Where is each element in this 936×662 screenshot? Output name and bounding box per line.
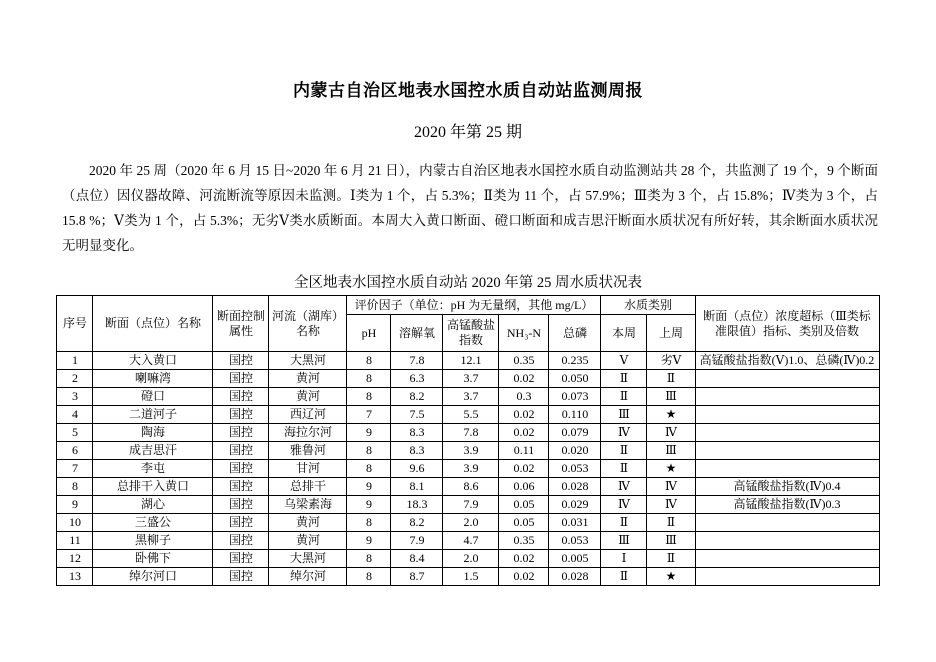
cell-class-this-week: Ⅱ — [601, 388, 647, 406]
table-row — [57, 550, 879, 568]
cell-control-attribute: 国控 — [213, 370, 269, 388]
cell-total-phosphorus: 0.031 — [549, 514, 601, 532]
cell-ammonia-nitrogen: 0.05 — [499, 514, 549, 532]
cell-class-this-week: Ⅴ — [601, 352, 647, 370]
cell-seq: 4 — [57, 406, 93, 424]
table-row — [57, 514, 879, 532]
cell-ammonia-nitrogen: 0.02 — [499, 406, 549, 424]
cell-permanganate-index: 2.0 — [443, 514, 499, 532]
cell-river-name: 大黑河 — [269, 550, 347, 568]
report-title: 内蒙古自治区地表水国控水质自动站监测周报 — [293, 81, 643, 100]
cell-section-name: 卧佛下 — [93, 550, 213, 568]
table-title: 全区地表水国控水质自动站 2020 年第 25 周水质状况表 — [294, 275, 642, 291]
cell-river-name: 西辽河 — [269, 406, 347, 424]
cell-ammonia-nitrogen: 0.35 — [499, 352, 549, 370]
cell-class-this-week: Ⅲ — [601, 406, 647, 424]
cell-seq: 7 — [57, 460, 93, 478]
cell-ph: 8 — [347, 514, 391, 532]
cell-dissolved-oxygen: 7.5 — [391, 406, 443, 424]
cell-class-this-week: Ⅳ — [601, 496, 647, 514]
cell-section-name: 总排干入黄口 — [93, 478, 213, 496]
cell-control-attribute: 国控 — [213, 568, 269, 586]
cell-ammonia-nitrogen: 0.02 — [499, 424, 549, 442]
cell-class-last-week: Ⅱ — [647, 514, 695, 532]
cell-exceedance — [695, 388, 879, 406]
col-header-permanganate-index: 高锰酸盐指数 — [443, 315, 499, 352]
cell-total-phosphorus: 0.235 — [549, 352, 601, 370]
cell-river-name: 黄河 — [269, 388, 347, 406]
cell-dissolved-oxygen: 7.9 — [391, 532, 443, 550]
cell-control-attribute: 国控 — [213, 550, 269, 568]
cell-control-attribute: 国控 — [213, 406, 269, 424]
cell-dissolved-oxygen: 7.8 — [391, 352, 443, 370]
cell-class-this-week: Ⅱ — [601, 370, 647, 388]
cell-seq: 10 — [57, 514, 93, 532]
cell-class-last-week: Ⅲ — [647, 442, 695, 460]
cell-permanganate-index: 12.1 — [443, 352, 499, 370]
cell-dissolved-oxygen: 8.4 — [391, 550, 443, 568]
cell-class-this-week: Ⅱ — [601, 460, 647, 478]
cell-exceedance — [695, 532, 879, 550]
cell-ph: 8 — [347, 442, 391, 460]
table-row — [57, 370, 879, 388]
cell-class-this-week: Ⅱ — [601, 568, 647, 586]
cell-river-name: 甘河 — [269, 460, 347, 478]
cell-permanganate-index: 3.7 — [443, 388, 499, 406]
cell-section-name: 二道河子 — [93, 406, 213, 424]
cell-control-attribute: 国控 — [213, 460, 269, 478]
cell-class-last-week: 劣Ⅴ — [647, 352, 695, 370]
cell-river-name: 海拉尔河 — [269, 424, 347, 442]
cell-total-phosphorus: 0.073 — [549, 388, 601, 406]
cell-control-attribute: 国控 — [213, 388, 269, 406]
cell-exceedance — [695, 550, 879, 568]
col-header-total-phosphorus: 总磷 — [549, 315, 601, 352]
col-group-evaluation-factors: 评价因子（单位：pH 为无量纲，其他 mg/L） — [347, 296, 601, 315]
cell-exceedance — [695, 460, 879, 478]
cell-river-name: 总排干 — [269, 478, 347, 496]
cell-ph: 8 — [347, 388, 391, 406]
cell-section-name: 大入黄口 — [93, 352, 213, 370]
col-header-seq: 序号 — [57, 296, 93, 352]
table-row — [57, 352, 879, 370]
water-quality-table — [56, 295, 879, 586]
cell-ammonia-nitrogen: 0.05 — [499, 496, 549, 514]
cell-seq: 12 — [57, 550, 93, 568]
cell-river-name: 黄河 — [269, 532, 347, 550]
cell-ammonia-nitrogen: 0.02 — [499, 568, 549, 586]
cell-control-attribute: 国控 — [213, 442, 269, 460]
cell-permanganate-index: 3.9 — [443, 442, 499, 460]
col-header-ammonia-nitrogen: NH₃-N — [499, 315, 549, 352]
cell-exceedance — [695, 424, 879, 442]
cell-permanganate-index: 7.8 — [443, 424, 499, 442]
cell-class-this-week: Ⅱ — [601, 514, 647, 532]
cell-ph: 9 — [347, 496, 391, 514]
cell-seq: 6 — [57, 442, 93, 460]
cell-dissolved-oxygen: 8.2 — [391, 388, 443, 406]
cell-ph: 8 — [347, 568, 391, 586]
table-row — [57, 442, 879, 460]
cell-class-this-week: Ⅰ — [601, 550, 647, 568]
cell-class-last-week: ★ — [647, 406, 695, 424]
cell-section-name: 磴口 — [93, 388, 213, 406]
cell-section-name: 喇嘛湾 — [93, 370, 213, 388]
col-header-last-week: 上周 — [647, 315, 695, 352]
cell-permanganate-index: 8.6 — [443, 478, 499, 496]
cell-exceedance: 高锰酸盐指数(Ⅳ)0.4 — [695, 478, 879, 496]
cell-exceedance — [695, 442, 879, 460]
cell-dissolved-oxygen: 8.3 — [391, 442, 443, 460]
col-header-this-week: 本周 — [601, 315, 647, 352]
cell-exceedance: 高锰酸盐指数(Ⅴ)1.0、总磷(Ⅳ)0.2 — [695, 352, 879, 370]
cell-class-last-week: Ⅲ — [647, 532, 695, 550]
table-row — [57, 388, 879, 406]
cell-section-name: 绰尔河口 — [93, 568, 213, 586]
cell-total-phosphorus: 0.110 — [549, 406, 601, 424]
cell-ammonia-nitrogen: 0.11 — [499, 442, 549, 460]
table-row — [57, 568, 879, 586]
cell-seq: 1 — [57, 352, 93, 370]
cell-exceedance — [695, 370, 879, 388]
cell-control-attribute: 国控 — [213, 424, 269, 442]
cell-seq: 2 — [57, 370, 93, 388]
cell-ph: 9 — [347, 424, 391, 442]
cell-class-last-week: Ⅳ — [647, 424, 695, 442]
cell-total-phosphorus: 0.053 — [549, 460, 601, 478]
cell-class-last-week: ★ — [647, 460, 695, 478]
cell-total-phosphorus: 0.079 — [549, 424, 601, 442]
summary-paragraph: 2020 年 25 周（2020 年 6 月 15 日~2020 年 6 月 21 日），内蒙古自治区地表水国控水质自动监测站共 28 个，共监测了 19 个，9 个断面（点位）因仪器故障、河流断流等原因未监测。Ⅰ类为 1 个，占 5.3%；Ⅱ类为 11 个，占 57.9%；Ⅲ类为 3 个，占 15.8%；Ⅳ类为 3 个，占 15.8 %；Ⅴ类为 1 个，占 5.3%；无劣Ⅴ类水质断面。本周大入黄口断面、磴口断面和成吉思汗断面水质状况有所好转，其余断面水质状况无明显变化。 — [62, 163, 878, 253]
table-row — [57, 532, 879, 550]
cell-control-attribute: 国控 — [213, 496, 269, 514]
cell-ammonia-nitrogen: 0.3 — [499, 388, 549, 406]
table-row — [57, 460, 879, 478]
cell-permanganate-index: 2.0 — [443, 550, 499, 568]
table-row — [57, 478, 879, 496]
cell-class-last-week: Ⅱ — [647, 370, 695, 388]
table-body — [57, 352, 879, 586]
cell-permanganate-index: 7.9 — [443, 496, 499, 514]
cell-ph: 8 — [347, 370, 391, 388]
cell-total-phosphorus: 0.050 — [549, 370, 601, 388]
cell-seq: 13 — [57, 568, 93, 586]
cell-ammonia-nitrogen: 0.35 — [499, 532, 549, 550]
cell-dissolved-oxygen: 9.6 — [391, 460, 443, 478]
cell-ammonia-nitrogen: 0.02 — [499, 550, 549, 568]
cell-control-attribute: 国控 — [213, 478, 269, 496]
cell-ph: 9 — [347, 478, 391, 496]
cell-section-name: 李屯 — [93, 460, 213, 478]
cell-permanganate-index: 4.7 — [443, 532, 499, 550]
cell-river-name: 黄河 — [269, 370, 347, 388]
cell-river-name: 乌梁素海 — [269, 496, 347, 514]
cell-permanganate-index: 5.5 — [443, 406, 499, 424]
cell-river-name: 绰尔河 — [269, 568, 347, 586]
cell-class-last-week: Ⅱ — [647, 550, 695, 568]
cell-total-phosphorus: 0.028 — [549, 478, 601, 496]
cell-section-name: 陶海 — [93, 424, 213, 442]
cell-seq: 3 — [57, 388, 93, 406]
cell-seq: 8 — [57, 478, 93, 496]
col-header-exceedance: 断面（点位）浓度超标（Ⅲ类标准限值）指标、类别及倍数 — [695, 296, 879, 352]
cell-total-phosphorus: 0.005 — [549, 550, 601, 568]
cell-total-phosphorus: 0.029 — [549, 496, 601, 514]
cell-exceedance: 高锰酸盐指数(Ⅳ)0.3 — [695, 496, 879, 514]
col-header-ph: pH — [347, 315, 391, 352]
cell-ammonia-nitrogen: 0.02 — [499, 460, 549, 478]
cell-dissolved-oxygen: 6.3 — [391, 370, 443, 388]
cell-section-name: 黑柳子 — [93, 532, 213, 550]
cell-class-last-week: ★ — [647, 568, 695, 586]
table-row — [57, 496, 879, 514]
cell-ph: 8 — [347, 460, 391, 478]
cell-class-this-week: Ⅳ — [601, 424, 647, 442]
col-header-section-name: 断面（点位）名称 — [93, 296, 213, 352]
table-row — [57, 424, 879, 442]
cell-total-phosphorus: 0.053 — [549, 532, 601, 550]
cell-permanganate-index: 1.5 — [443, 568, 499, 586]
cell-seq: 9 — [57, 496, 93, 514]
cell-ph: 8 — [347, 352, 391, 370]
cell-class-last-week: Ⅳ — [647, 496, 695, 514]
issue-number: 2020 年第 25 期 — [413, 124, 522, 141]
cell-section-name: 三盛公 — [93, 514, 213, 532]
cell-ph: 7 — [347, 406, 391, 424]
cell-section-name: 成吉思汗 — [93, 442, 213, 460]
cell-dissolved-oxygen: 18.3 — [391, 496, 443, 514]
cell-section-name: 湖心 — [93, 496, 213, 514]
cell-class-last-week: Ⅲ — [647, 388, 695, 406]
cell-river-name: 黄河 — [269, 514, 347, 532]
cell-total-phosphorus: 0.020 — [549, 442, 601, 460]
cell-class-last-week: Ⅳ — [647, 478, 695, 496]
cell-class-this-week: Ⅲ — [601, 532, 647, 550]
cell-control-attribute: 国控 — [213, 532, 269, 550]
cell-river-name: 雅鲁河 — [269, 442, 347, 460]
cell-control-attribute: 国控 — [213, 352, 269, 370]
cell-class-this-week: Ⅳ — [601, 478, 647, 496]
cell-class-this-week: Ⅱ — [601, 442, 647, 460]
cell-ammonia-nitrogen: 0.02 — [499, 370, 549, 388]
cell-seq: 11 — [57, 532, 93, 550]
cell-exceedance — [695, 568, 879, 586]
col-header-dissolved-oxygen: 溶解氧 — [391, 315, 443, 352]
cell-ammonia-nitrogen: 0.06 — [499, 478, 549, 496]
col-header-river-name: 河流（湖库）名称 — [269, 296, 347, 352]
cell-seq: 5 — [57, 424, 93, 442]
cell-exceedance — [695, 514, 879, 532]
cell-exceedance — [695, 406, 879, 424]
col-header-control-attribute: 断面控制属性 — [213, 296, 269, 352]
cell-ph: 8 — [347, 550, 391, 568]
cell-dissolved-oxygen: 8.1 — [391, 478, 443, 496]
cell-permanganate-index: 3.9 — [443, 460, 499, 478]
cell-total-phosphorus: 0.028 — [549, 568, 601, 586]
table-row — [57, 406, 879, 424]
cell-river-name: 大黑河 — [269, 352, 347, 370]
cell-ph: 9 — [347, 532, 391, 550]
col-group-water-quality-class: 水质类别 — [601, 296, 695, 315]
cell-dissolved-oxygen: 8.7 — [391, 568, 443, 586]
cell-control-attribute: 国控 — [213, 514, 269, 532]
cell-dissolved-oxygen: 8.2 — [391, 514, 443, 532]
cell-permanganate-index: 3.7 — [443, 370, 499, 388]
cell-dissolved-oxygen: 8.3 — [391, 424, 443, 442]
